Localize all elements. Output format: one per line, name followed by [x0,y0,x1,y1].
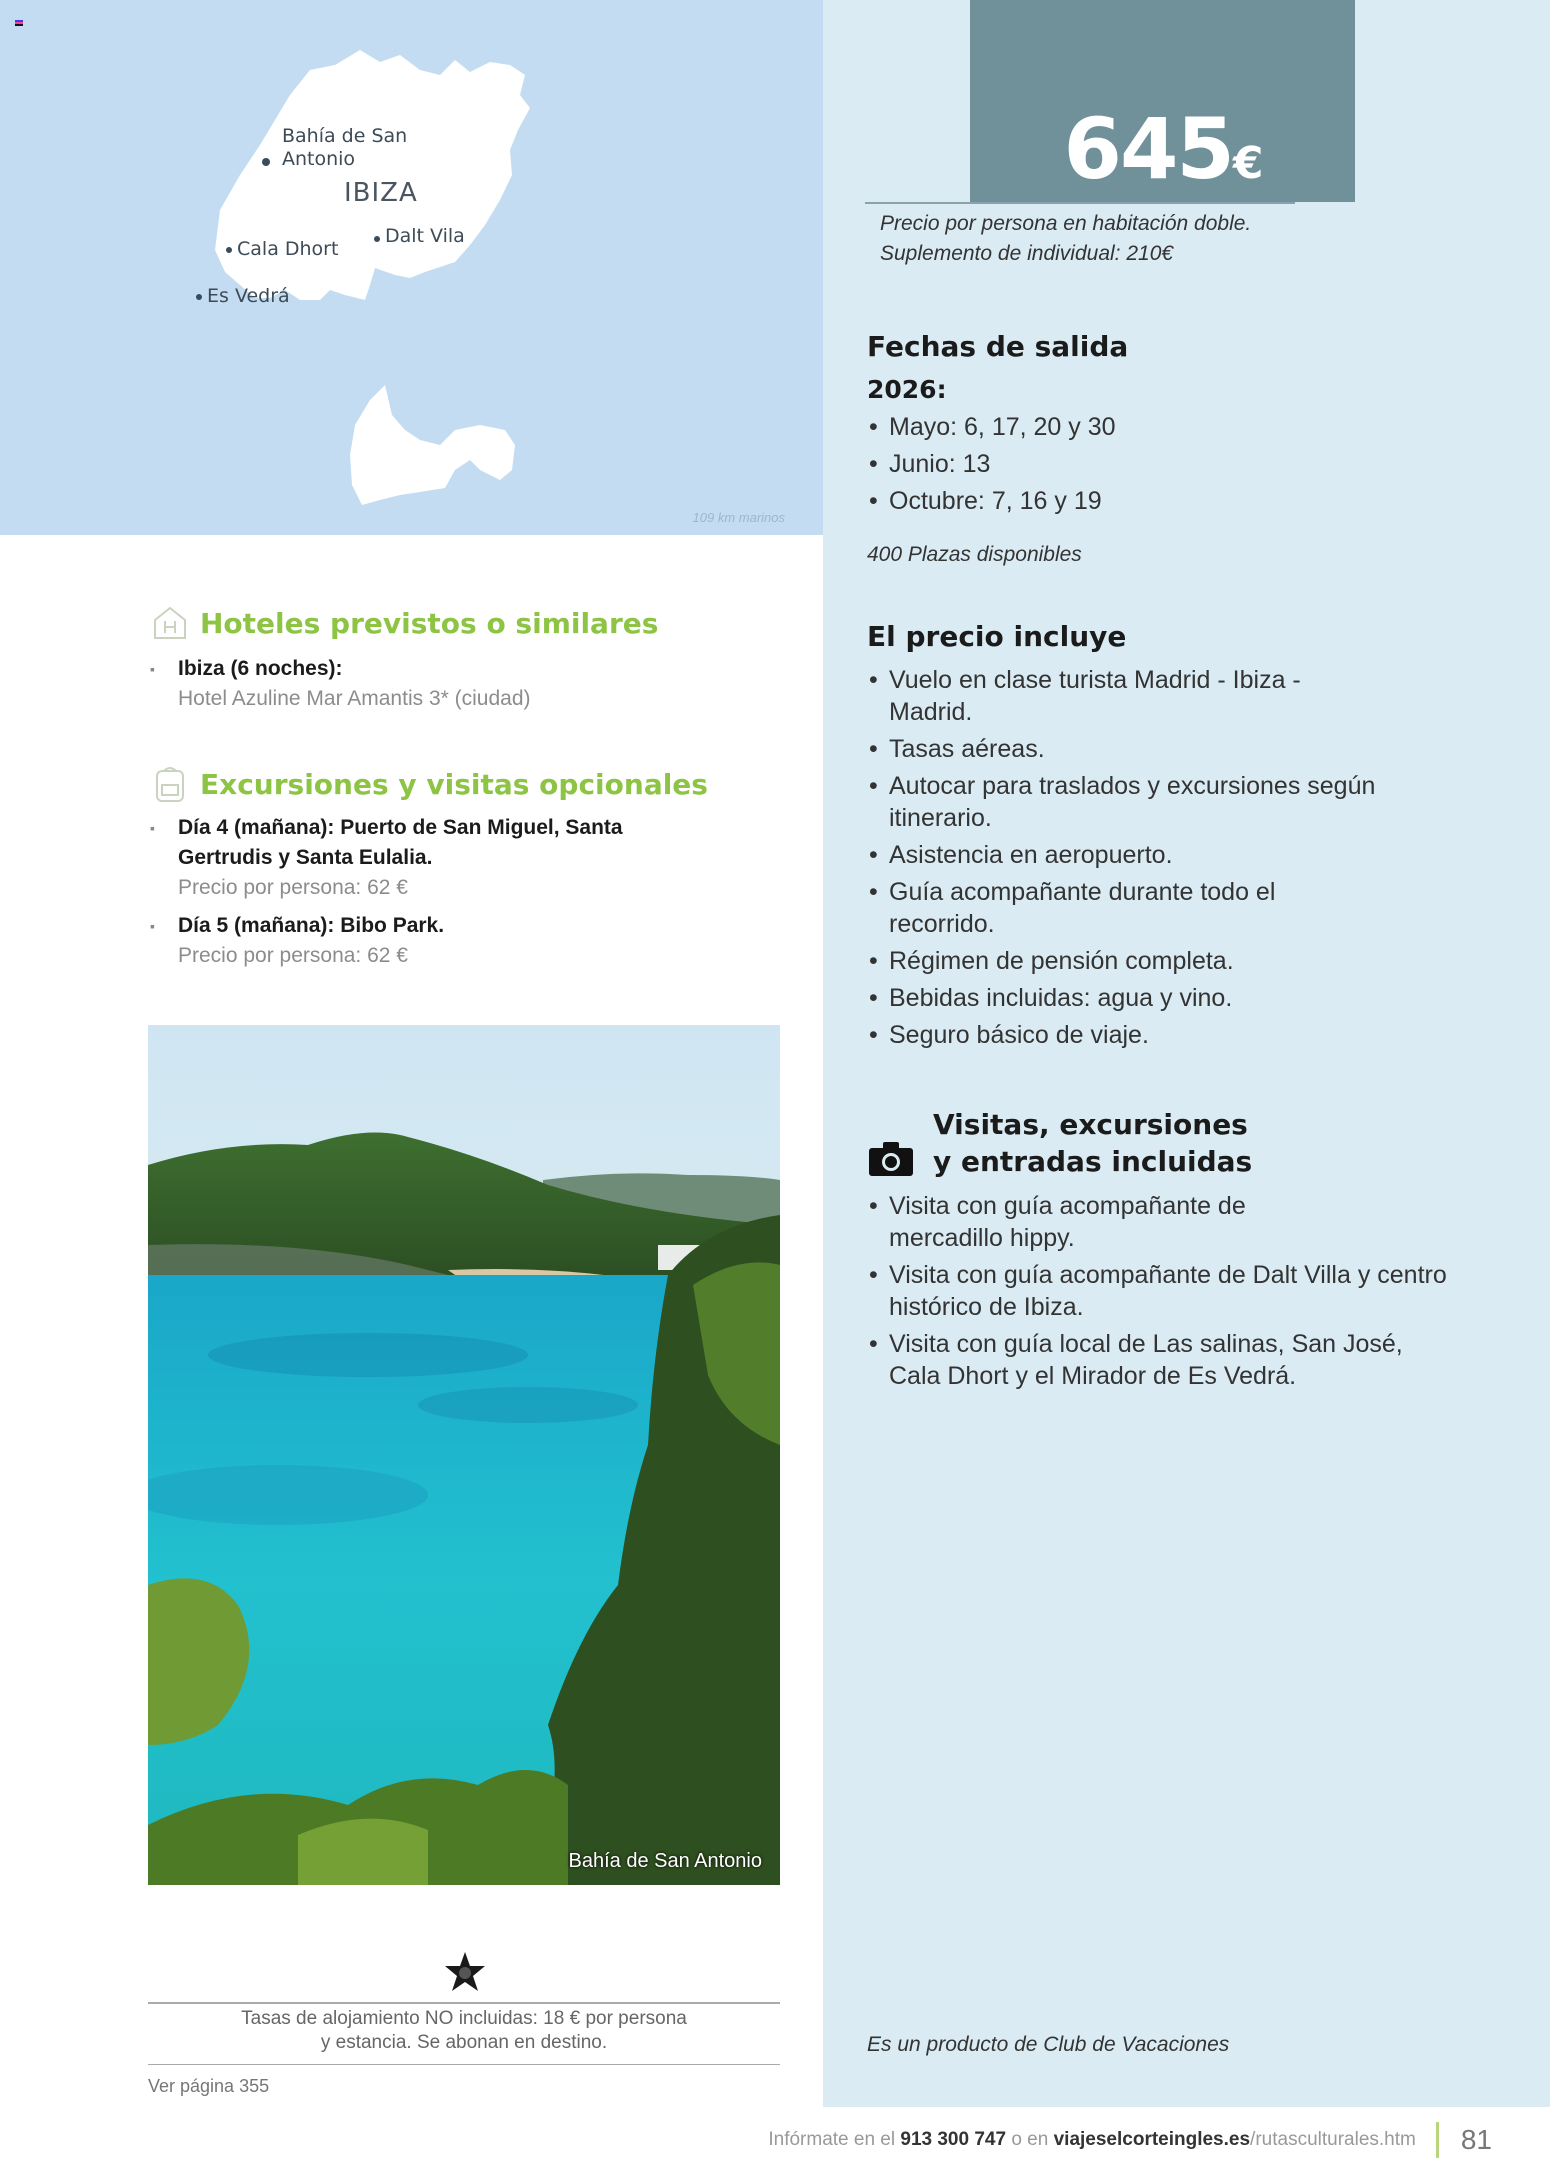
map-label-es-vedra: Es Vedrá [207,285,290,307]
map-label-dalt-vila: Dalt Vila [385,225,465,247]
island-shapes [0,0,823,535]
bay-landscape-image [148,1025,780,1885]
includes-item: • Bebidas incluidas: agua y vino. [867,982,1387,1014]
tasas-top-rule [148,2002,780,2004]
map-scale: 109 km marinos [692,510,785,525]
page-footer [768,2122,1550,2158]
optional-item-name: ▪ Día 4 (mañana): Puerto de San Miguel, Santa Gertrudis y Santa Eulalia. [178,816,623,869]
price-currency: € [1232,138,1262,189]
departure-item: • Octubre: 7, 16 y 19 [867,485,1116,517]
map-dot-dalt-vila [374,236,380,242]
departure-item: • Mayo: 6, 17, 20 y 30 [867,411,1116,443]
visits-title-line1: Visitas, excursiones [933,1108,1248,1141]
footer-prefix: Infórmate en el [768,2129,901,2150]
visits-item: • Visita con guía acompañante de Dalt Villa y centro histórico de Ibiza. [867,1259,1457,1323]
includes-item: • Asistencia en aeropuerto. [867,839,1387,871]
map-label-antonio: Antonio [282,148,356,170]
visits-title [933,1106,1252,1180]
includes-item: • Guía acompañante durante todo el recorrido. [867,876,1387,940]
includes-title: El precio incluye [867,620,1127,653]
backpack-icon [152,765,188,803]
includes-item: • Régimen de pensión completa. [867,945,1387,977]
map-dot-cala-dhort [226,247,232,253]
footer-domain[interactable]: viajeselcorteingles.es [1053,2129,1251,2150]
hotel-icon [152,605,188,641]
price [970,100,1355,198]
includes-item: • Autocar para traslados y excursiones según itinerario. [867,770,1387,834]
photo-caption: Bahía de San Antonio [568,1850,762,1872]
ibiza-map [0,0,823,535]
optional-header [152,765,708,803]
includes-item: • Tasas aéreas. [867,733,1387,765]
hotel-name: Hotel Azuline Mar Amantis 3* (ciudad) [178,687,531,710]
includes-item: • Vuelo en clase turista Madrid - Ibiza - Madrid. [867,664,1387,728]
map-dot-es-vedra [196,294,202,300]
hotels-list [150,654,531,722]
map-label-cala-dhort: Cala Dhort [237,238,339,260]
lodging-tax-line1: Tasas de alojamiento NO incluidas: 18 € por persona [241,2008,687,2029]
hotel-place: ▪ Ibiza (6 noches): [178,657,343,680]
optional-item-price: Precio por persona: 62 € [178,944,408,967]
departures-title: Fechas de salida [867,330,1129,363]
page-number: 81 [1460,2124,1492,2155]
optional-list [150,813,650,979]
visits-item: • Visita con guía local de Las salinas, San José, Cala Dhort y el Mirador de Es Vedrá. [867,1328,1457,1392]
price-box [970,0,1355,202]
price-note [880,209,1251,269]
lodging-tax-note [148,2007,780,2055]
price-amount: 645 [1063,100,1233,198]
departure-item: • Junio: 13 [867,448,1116,480]
footer-contact [768,2129,1416,2151]
departures-year: 2026: [867,375,947,404]
map-label-ibiza: IBIZA [344,178,418,208]
visits-title-line2: y entradas incluidas [933,1145,1253,1178]
hotel-item [150,654,531,714]
camera-icon [869,1142,913,1176]
hotels-title: Hoteles previstos o similares [200,606,659,640]
price-note-line2: Suplemento de individual: 210€ [880,242,1174,265]
departures-list [867,411,1116,522]
trip-info-panel [823,0,1550,2107]
hotels-header [152,605,658,641]
optional-item [150,911,650,971]
price-divider [865,202,1295,204]
optional-item-price: Precio por persona: 62 € [178,876,408,899]
bay-photo [148,1025,780,1885]
tasas-bottom-rule [148,2064,780,2065]
star-badge-icon [443,1950,487,1994]
lodging-tax-line2: y estancia. Se abonan en destino. [320,2032,608,2053]
footer-separator [1436,2122,1439,2158]
map-label-bahia: Bahía de San [282,125,408,147]
seats-available: 400 Plazas disponibles [867,543,1082,566]
visits-list [867,1190,1457,1397]
optional-item-name: ▪ Día 5 (mañana): Bibo Park. [178,914,445,937]
footer-middle: o en [1006,2129,1054,2150]
map-dot-bahia [262,158,270,166]
product-note: Es un producto de Club de Vacaciones [867,2033,1230,2056]
optional-title: Excursiones y visitas opcionales [200,767,708,801]
see-page-link[interactable]: Ver página 355 [148,2076,270,2096]
includes-item: • Seguro básico de viaje. [867,1019,1387,1051]
price-note-line1: Precio por persona en habitación doble. [880,212,1252,235]
optional-item [150,813,650,903]
footer-path[interactable]: /rutasculturales.htm [1250,2129,1416,2150]
visits-item: • Visita con guía acompañante de mercadillo hippy. [867,1190,1277,1254]
includes-list [867,664,1387,1056]
footer-phone[interactable]: 913 300 747 [900,2129,1007,2150]
